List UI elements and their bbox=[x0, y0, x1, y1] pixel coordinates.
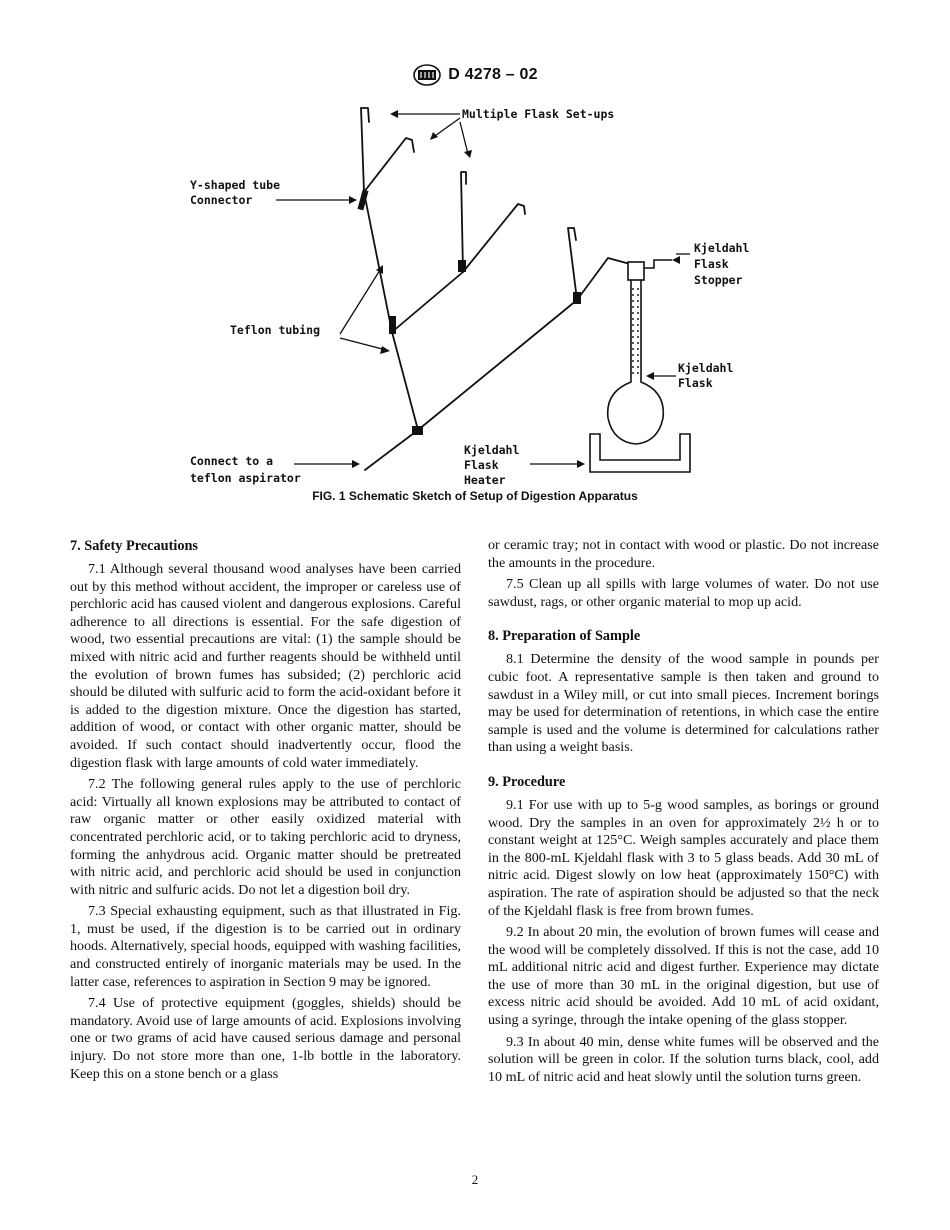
paragraph-9-3: 9.3 In about 40 min, dense white fumes will be observed and the solution will be green in color. If the solution turns black, cool, add 10 mL of nitric acid and heat slowly until the solution turns green. bbox=[488, 1033, 879, 1085]
paragraph-7-5: 7.5 Clean up all spills with large volumes of water. Do not use sawdust, rags, or other organic material to mop up acid. bbox=[488, 576, 879, 610]
stopper-outlet bbox=[644, 260, 672, 268]
y-connector-5 bbox=[412, 426, 423, 435]
section-8-heading: 8. Preparation of Sample bbox=[488, 628, 641, 645]
main-tubing bbox=[361, 108, 418, 470]
paragraph-8-1: 8.1 Determine the density of the wood sample in pounds per cubic foot. A representative sample is then taken and ground to sawdust in a Wiley mill, or cut into small pieces. Increment borings may be used for determination of retentions, in which case the entire sample is used and the volume is determined for calculations rather than using a weight basis. bbox=[488, 651, 879, 756]
label-flask-1: Kjeldahl bbox=[678, 361, 734, 375]
branch-tube-1 bbox=[364, 138, 414, 192]
label-teflon-tubing: Teflon tubing bbox=[230, 323, 321, 337]
label-flask-2: Flask bbox=[678, 376, 713, 390]
left-column bbox=[70, 537, 461, 1087]
paragraph-9-2: 9.2 In about 20 min, the evolution of brown fumes will cease and the wood will be completely dissolved. If this is not the case, add 10 mL additional nitric acid and digest further. Experience may dictate the use of more than 30 mL in the original digestion, but use of excess nitric acid should be avoided. Add 10 mL of acid oxidant, using a syringe, through the intake opening of the glass stopper. bbox=[488, 924, 879, 1029]
paragraph-7-4: 7.4 Use of protective equipment (goggles, shields) should be mandatory. Avoid use of large amounts of acid. Explosions involving one or two grams of acid have caused serious damage and personal injury. Do not store more than one, 1-lb bottle in the laboratory. Keep this on a stone bench or a glass bbox=[70, 995, 461, 1082]
paragraph-7-4-continued: or ceramic tray; not in contact with wood or plastic. Do not increase the amounts in the procedure. bbox=[488, 537, 879, 571]
section-7-heading: 7. Safety Precautions bbox=[70, 538, 198, 554]
label-y-tube-2: Connector bbox=[190, 193, 253, 207]
astm-logo-icon bbox=[412, 64, 442, 86]
y-connector-3 bbox=[458, 260, 466, 272]
label-stopper-1: Kjeldahl bbox=[694, 241, 750, 255]
section-9-heading: 9. Procedure bbox=[488, 773, 566, 790]
label-aspirator-1: Connect to a bbox=[190, 454, 274, 468]
paragraph-7-3: 7.3 Special exhausting equipment, such as that illustrated in Fig. 1, must be used, if the digestion is to be carried out in ordinary hoods. Alternatively, special hoods, equipped with washing facilities, and constructed entirely of inorganic materials may be used. In the latter case, references to aspiration in Section 9 may be ignored. bbox=[70, 903, 461, 990]
branch-tube-4 bbox=[418, 228, 577, 430]
paragraph-7-2: 7.2 The following general rules apply to the use of perchloric acid: Virtually all known explosions may be attributed to contact of raw organic matter or other easily oxidized material with concentrated perchloric acid, or to taking perchloric acid to dryness, forming the anhydrous acid. Organic matter should be pretreated with nitric acid, and perchloric acid should be used in conjunction with nitric and sulfuric acids. Do not let a digestion boil dry. bbox=[70, 776, 461, 898]
flask-stopper bbox=[628, 262, 644, 280]
kjeldahl-flask bbox=[608, 278, 664, 444]
label-heater-2: Flask bbox=[464, 458, 499, 472]
apparatus-sketch bbox=[180, 92, 780, 488]
label-heater-3: Heater bbox=[464, 473, 506, 487]
branch-tube-5 bbox=[577, 258, 630, 300]
figure-digestion-apparatus bbox=[180, 92, 780, 488]
label-stopper-2: Flask bbox=[694, 257, 729, 271]
label-aspirator-2: teflon aspirator bbox=[190, 471, 301, 485]
label-stopper-3: Stopper bbox=[694, 273, 743, 287]
label-multiple-flask: Multiple Flask Set-ups bbox=[462, 107, 615, 121]
page-number: 2 bbox=[471, 1172, 479, 1187]
label-heater-1: Kjeldahl bbox=[464, 443, 520, 457]
document-id: D 4278 – 02 bbox=[448, 66, 538, 83]
branch-tube-2 bbox=[392, 172, 466, 332]
right-column bbox=[488, 537, 879, 1090]
flask-heater bbox=[590, 434, 690, 472]
branch-tube-3 bbox=[463, 204, 525, 272]
paragraph-7-1: 7.1 Although several thousand wood analyses have been carried out by this method without accident, the improper or careless use of perchloric acid has caused violent and dangerous explosions. Careful adherence to all directions is essential. For the safe digestion of wood, two essential precautions are vital: (1) the sample should be mixed with nitric acid and further reagents should be withheld until the evolution of brown fumes has subsided; (2) perchloric acid should be diluted with sulfuric acid to form the acid-oxidant before it is added to the digestion mixture. Once the digestion has started, addition of wood, or contact with other organic matter, should be avoided. If such contact should inadvertently occur, flood the digestion flask with large amounts of cold water immediately. bbox=[70, 561, 461, 771]
page-header bbox=[0, 64, 950, 91]
paragraph-9-1: 9.1 For use with up to 5-g wood samples, as borings or ground wood. Dry the samples in an oven for approximately 2½ h or to constant weight at 125°C. Weigh samples accurately and place them in the 800-mL Kjeldahl flask with 3 to 5 glass beads. Add 30 mL of nitric acid. Digest slowly on low heat (approximately 150°C) with aspiration. The rate of aspiration should be adjusted so that the neck of the Kjeldahl flask is free from brown fumes. bbox=[488, 796, 879, 919]
label-y-tube-1: Y-shaped tube bbox=[190, 178, 281, 192]
y-connector-2 bbox=[389, 316, 396, 334]
y-connector-4 bbox=[573, 292, 581, 304]
figure-caption: FIG. 1 Schematic Sketch of Setup of Digestion Apparatus bbox=[312, 489, 638, 503]
